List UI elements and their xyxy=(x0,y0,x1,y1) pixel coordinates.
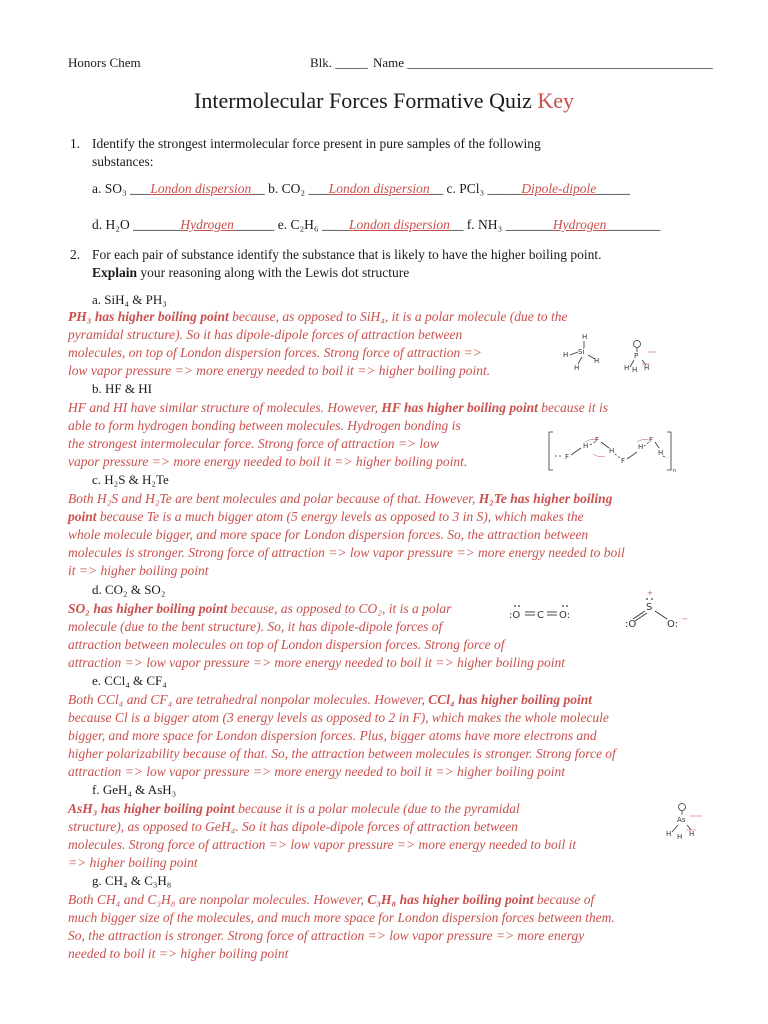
q1-number: 1. xyxy=(70,136,81,151)
part-a-label: a. SiH₄ & PH₃ xyxy=(92,292,167,307)
part-c-line3: whole molecule bigger, and more space for London dispersion forces. So, the attraction between xyxy=(68,527,589,542)
svg-text:F: F xyxy=(595,436,600,444)
svg-text:F: F xyxy=(565,453,570,461)
part-b-line3: the strongest intermolecular force. Strong force of attraction => low xyxy=(68,436,439,451)
answer-c2h6: London dispersion xyxy=(349,217,450,232)
part-c-line4: molecules is stronger. Strong force of attraction => low vapor pressure => more energy needed to boil xyxy=(68,545,625,560)
svg-text:H: H xyxy=(638,443,644,451)
part-d-line3: attraction between molecules on top of London dispersion forces. Strong force of xyxy=(68,637,505,652)
part-f-line1: AsH₃ has higher boiling point because it is a polar molecule (due to the pyramidal xyxy=(68,801,520,816)
sih4-ph3-lewis-structures xyxy=(558,330,668,375)
svg-text:+: + xyxy=(647,590,653,597)
q2-number: 2. xyxy=(70,247,81,262)
q1-row1: a. SO₃ ___London dispersion__ b. CO₂ ___London dispersion__ c. PCl₃ _____Dipole-dipole_____ xyxy=(92,181,631,196)
part-a-line1: PH₃ has higher boiling point because, as opposed to SiH₄, it is a polar molecule (due to the xyxy=(68,309,568,324)
part-e-line3: bigger, and more space for London dispersion forces. Plus, bigger atoms have more electrons and xyxy=(68,728,597,743)
part-g-line1: Both CH₄ and C₃H₈ are nonpolar molecules. However, C₃H₈ has higher boiling point because of xyxy=(68,892,595,907)
part-a-line2: pyramidal structure). So it has dipole-dipole forces of attraction between xyxy=(68,327,463,342)
part-a-line4: low vapor pressure => more energy needed to boil it => higher boiling point. xyxy=(68,363,491,378)
title-key: Key xyxy=(537,88,574,113)
svg-text:H: H xyxy=(583,442,589,450)
part-e-line5: attraction => low vapor pressure => more energy needed to boil it => higher boiling point xyxy=(68,764,565,779)
hf-hydrogen-bonding-structure xyxy=(545,428,680,473)
svg-text::O: :O xyxy=(509,610,521,621)
svg-text:O:: O: xyxy=(667,619,679,630)
part-b-line4: vapor pressure => more energy needed to boil it => higher boiling point. xyxy=(68,454,468,469)
blk-field-label: Blk. _____ xyxy=(310,55,368,70)
answer-so3: London dispersion xyxy=(150,181,252,196)
svg-text:H: H xyxy=(563,351,569,359)
answer-nh3: Hydrogen xyxy=(552,217,607,232)
svg-text:F: F xyxy=(649,436,654,444)
q1-text-line1: Identify the strongest intermolecular force present in pure samples of the following xyxy=(92,136,541,151)
ash3-lewis-structure xyxy=(660,800,710,845)
page-title: Intermolecular Forces Formative Quiz Key xyxy=(194,88,574,113)
part-c-label: c. H₂S & H₂Te xyxy=(92,472,169,487)
part-b-line1: HF and HI have similar structure of molecules. However, HF has higher boiling point because it is xyxy=(68,400,609,415)
part-c-line2: point because Te is a much bigger atom (5 energy levels as opposed to 3 in S), which makes the xyxy=(68,509,584,524)
part-d-line4: attraction => low vapor pressure => more energy needed to boil it => higher boiling point xyxy=(68,655,565,670)
part-g-line3: So, the attraction is stronger. Strong force of attraction => low vapor pressure => more energy xyxy=(68,928,585,943)
q2-text-line1: For each pair of substance identify the substance that is likely to have the higher boiling point. xyxy=(92,247,602,262)
svg-text:H: H xyxy=(632,366,638,374)
answer-co2: London dispersion xyxy=(328,181,430,196)
part-g-label: g. CH₄ & C₃H₈ xyxy=(92,873,172,888)
svg-text:H: H xyxy=(594,357,600,365)
answer-h2o: Hydrogen xyxy=(180,217,234,232)
svg-text:H: H xyxy=(644,364,650,372)
svg-text:H: H xyxy=(689,830,695,838)
part-d-line2: molecule (due to the bent structure). So, it has dipole-dipole forces of xyxy=(68,619,443,634)
part-b-line2: able to form hydrogen bonding between molecules. Hydrogen bonding is xyxy=(68,418,461,433)
svg-text::O: :O xyxy=(625,619,637,630)
part-a-line3: molecules, on top of London dispersion forces. Strong force of attraction => xyxy=(68,345,482,360)
part-e-label: e. CCl₄ & CF₄ xyxy=(92,673,167,688)
svg-text:C: C xyxy=(537,610,544,621)
answer-pcl3: Dipole-dipole xyxy=(521,181,597,196)
svg-text:H: H xyxy=(609,447,615,455)
svg-text:F: F xyxy=(621,457,626,465)
svg-text:Si: Si xyxy=(578,348,585,356)
name-field-label: Name _______________________________________________ xyxy=(373,55,713,70)
part-c-line5: it => higher boiling point xyxy=(68,563,209,578)
part-e-line1: Both CCl₄ and CF₄ are tetrahedral nonpolar molecules. However, CCl₄ has higher boiling point xyxy=(68,692,592,707)
q2-text-line2: Explain your reasoning along with the Lewis dot structure xyxy=(92,265,410,280)
q1-text-line2: substances: xyxy=(92,154,154,169)
co2-so2-lewis-structures xyxy=(505,590,695,630)
svg-text:n: n xyxy=(673,468,677,473)
course-label: Honors Chem xyxy=(68,55,141,70)
part-f-line2: structure), as opposed to GeH₄. So it has dipole-dipole forces of attraction between xyxy=(68,819,518,834)
svg-text:S: S xyxy=(646,602,653,613)
svg-text:As: As xyxy=(677,816,686,824)
q1-row2: d. H₂O _______Hydrogen______ e. C₂H₆ ____London dispersion__ f. NH₃ _______Hydrogen________ xyxy=(92,217,661,232)
part-g-line4: needed to boil it => higher boiling point xyxy=(68,946,289,961)
part-e-line4: higher polarizability because of that. So, the attraction between molecules is stronger. Strong force of xyxy=(68,746,616,761)
svg-text:H: H xyxy=(658,449,664,457)
svg-text:H: H xyxy=(624,364,630,372)
svg-text:−: − xyxy=(682,615,688,623)
svg-text:O:: O: xyxy=(559,610,571,621)
svg-text:H: H xyxy=(666,830,672,838)
part-b-label: b. HF & HI xyxy=(92,381,152,396)
svg-text:P: P xyxy=(634,352,639,360)
part-f-line3: molecules. Strong force of attraction => low vapor pressure => more energy needed to boil it xyxy=(68,837,577,852)
part-f-label: f. GeH₄ & AsH₃ xyxy=(92,782,177,797)
part-g-line2: much bigger size of the molecules, and much more space for London dispersion forces between them. xyxy=(68,910,615,925)
svg-text:H: H xyxy=(574,364,580,372)
part-d-line1: SO₂ has higher boiling point because, as opposed to CO₂, it is a polar xyxy=(68,601,452,616)
part-d-label: d. CO₂ & SO₂ xyxy=(92,582,166,597)
part-e-line2: because Cl is a bigger atom (3 energy levels as opposed to 2 in F), which makes the whole molecule xyxy=(68,710,609,725)
svg-text:H: H xyxy=(677,833,683,841)
part-c-line1: Both H₂S and H₂Te are bent molecules and polar because of that. However, H₂Te has higher boiling xyxy=(68,491,613,506)
part-f-line4: => higher boiling point xyxy=(68,855,198,870)
svg-text:H: H xyxy=(582,333,588,341)
